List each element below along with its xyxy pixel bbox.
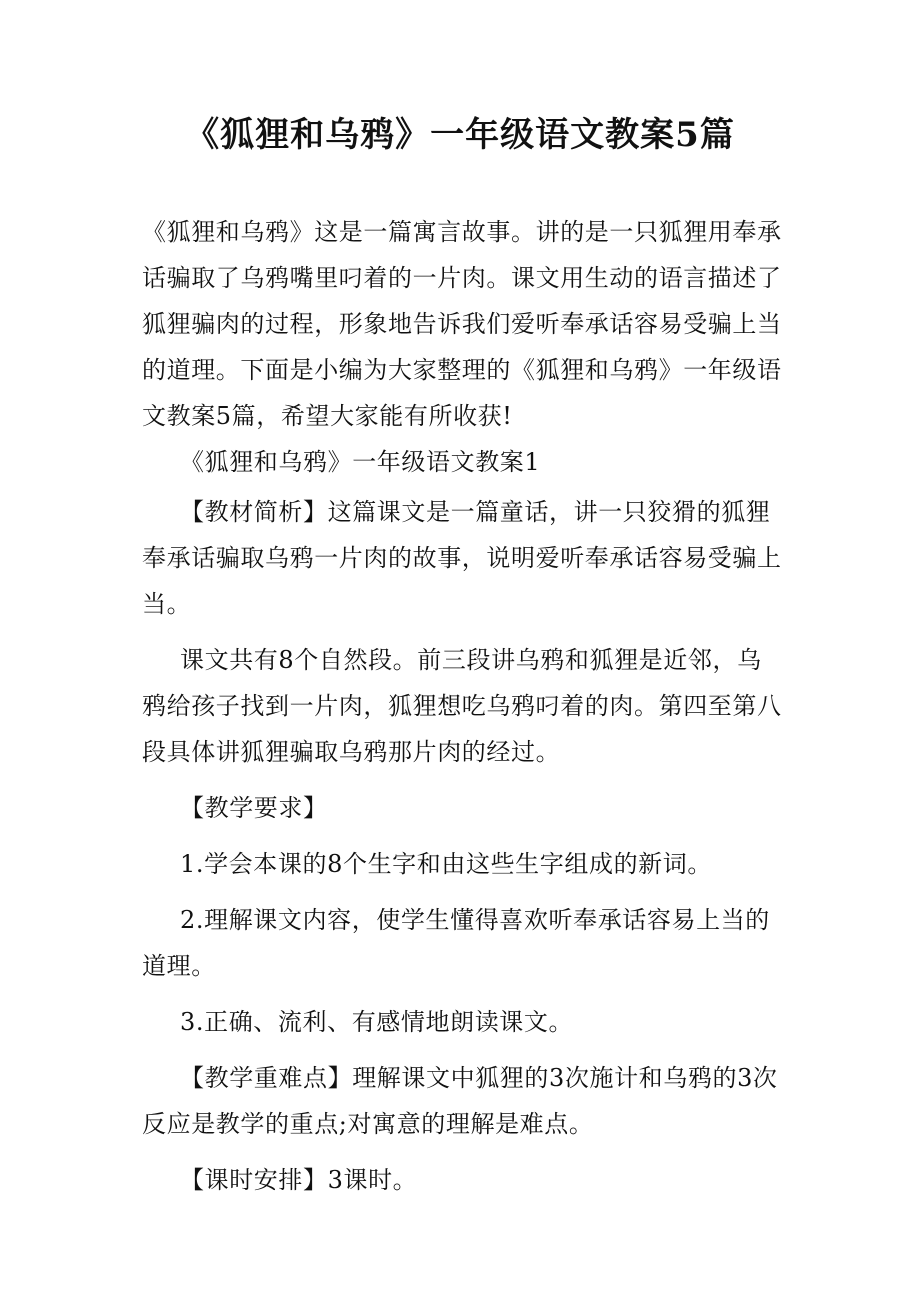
document-title: 《狐狸和乌鸦》一年级语文教案5篇 (185, 115, 735, 155)
intro-paragraph: 《狐狸和乌鸦》这是一篇寓言故事。讲的是一只狐狸用奉承话骗取了乌鸦嘴里叼着的一片肉。课文用生动的语言描述了狐狸骗肉的过程，形象地告诉我们爱听奉承话容易受骗上当的道理。下面是小编为大家整理的《狐狸和乌鸦》一年级语文教案5篇，希望大家能有所收获! (142, 218, 782, 430)
material-analysis-paragraph: 【教材简析】这篇课文是一篇童话，讲一只狡猾的狐狸奉承话骗取乌鸦一片肉的故事，说明爱听奉承话容易受骗上当。 (142, 498, 782, 618)
key-difficulties-paragraph: 【教学重难点】理解课文中狐狸的3次施计和乌鸦的3次反应是教学的重点;对寓意的理解是难点。 (142, 1064, 778, 1138)
class-schedule-paragraph: 【课时安排】3课时。 (180, 1166, 418, 1194)
requirement-item-1: 1.学会本课的8个生字和由这些生字组成的新词。 (180, 850, 712, 878)
text-structure-paragraph: 课文共有8个自然段。前三段讲乌鸦和狐狸是近邻，乌鸦给孩子找到一片肉，狐狸想吃乌鸦叼着的肉。第四至第八段具体讲狐狸骗取乌鸦那片肉的经过。 (142, 646, 782, 766)
teaching-requirements-heading: 【教学要求】 (180, 794, 328, 822)
lesson-heading: 《狐狸和乌鸦》一年级语文教案1 (180, 448, 541, 476)
requirement-item-3: 3.正确、流利、有感情地朗读课文。 (180, 1008, 574, 1036)
requirement-item-2: 2.理解课文内容，使学生懂得喜欢听奉承话容易上当的道理。 (142, 906, 770, 980)
document-body (142, 209, 782, 1203)
